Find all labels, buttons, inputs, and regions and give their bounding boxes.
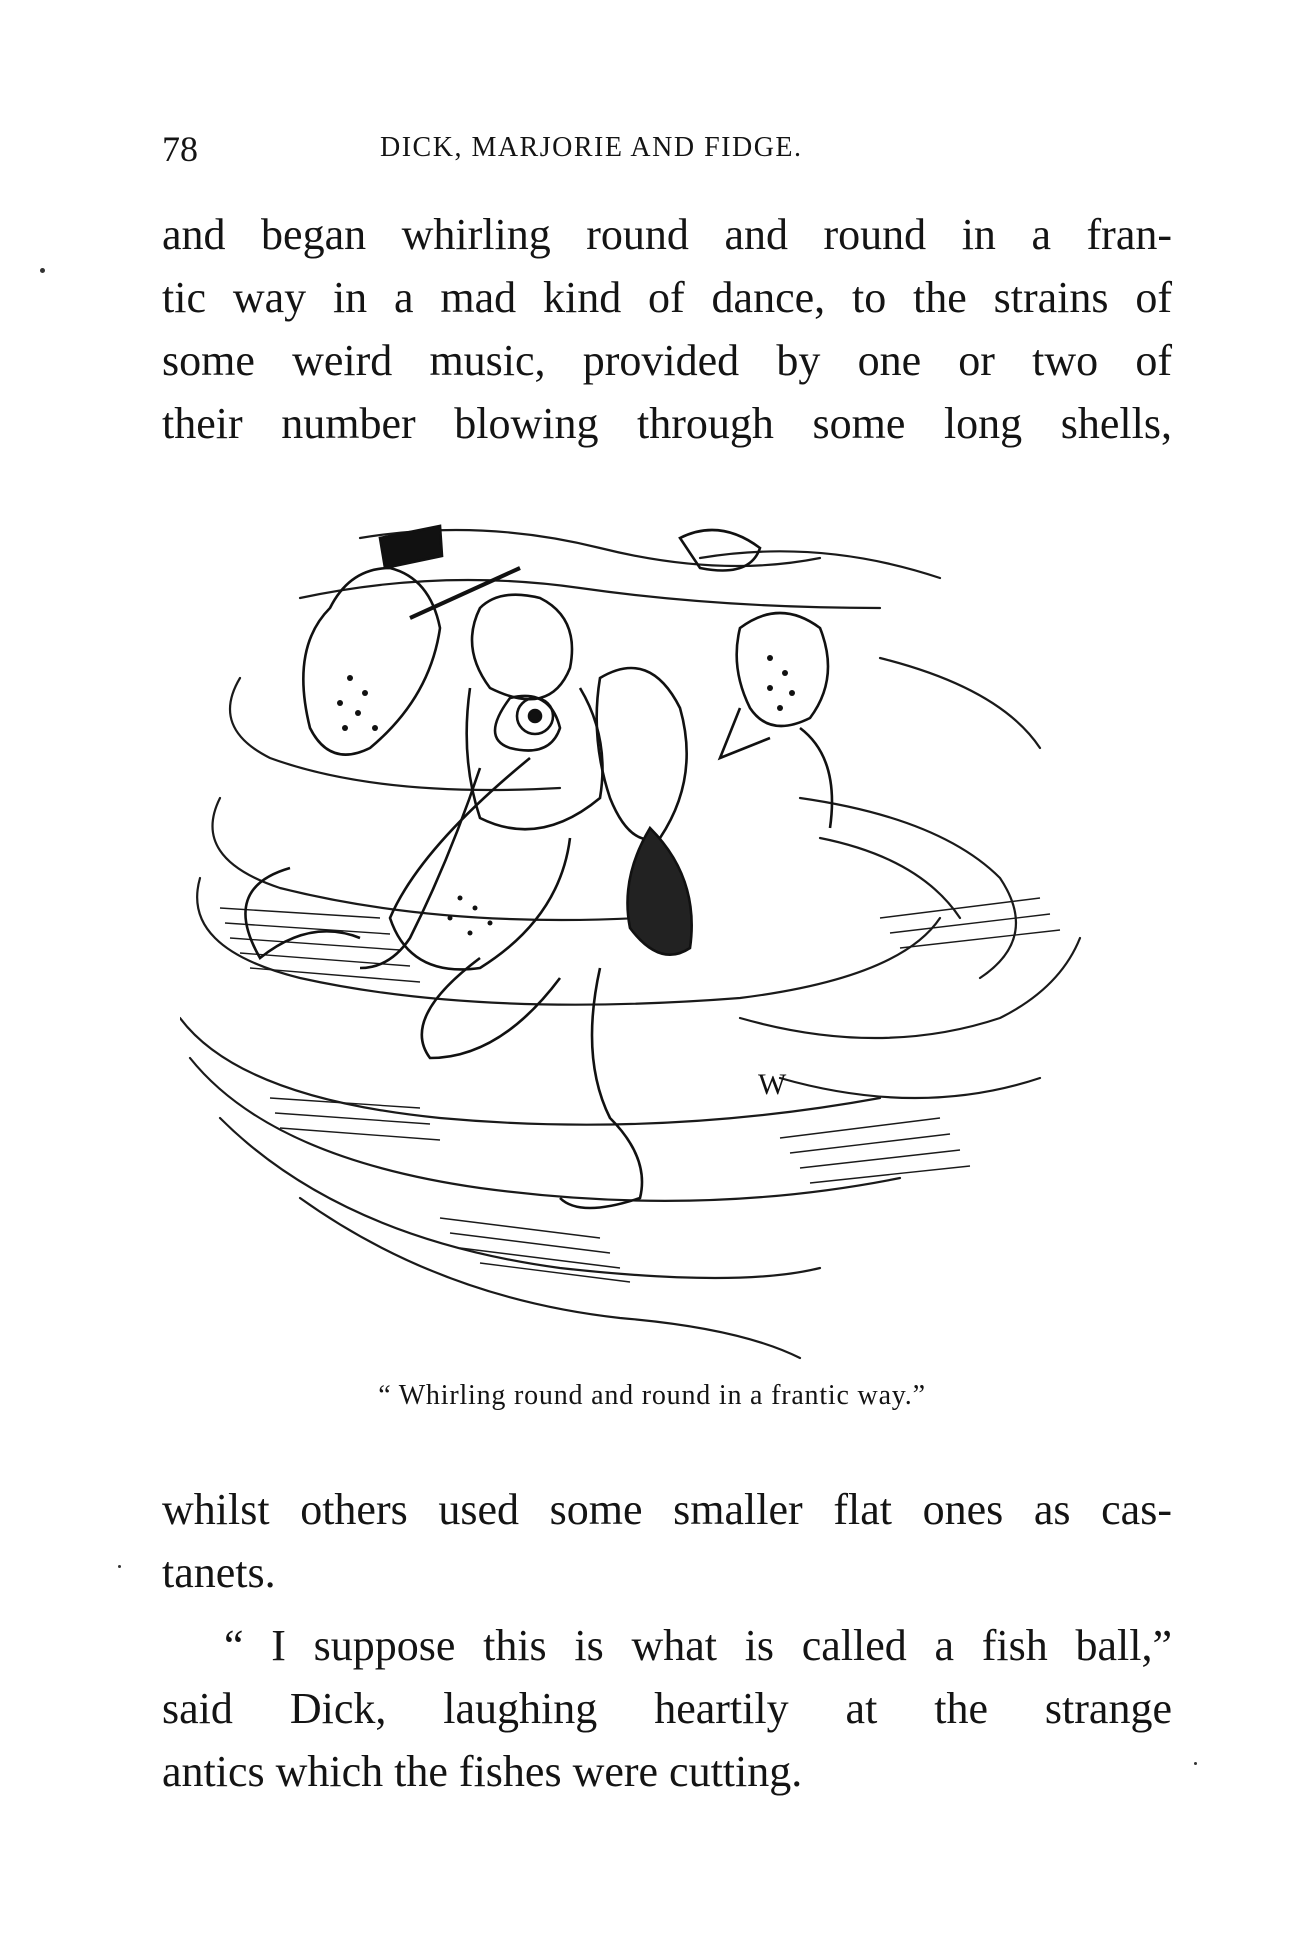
paper-speck — [1194, 1762, 1197, 1765]
text-line: tanets. — [162, 1548, 276, 1597]
text-line: and began whirling round and round in a fran- — [162, 210, 1172, 259]
artist-monogram — [758, 1068, 787, 1101]
text-line: their number blowing through some long shells, — [162, 399, 1172, 448]
text-line: some weird music, provided by one or two of — [162, 336, 1172, 385]
text-line: antics which the fishes were cutting. — [162, 1747, 803, 1796]
paragraph-fish-ball — [162, 1614, 1172, 1803]
running-title: DICK, MARJORIE AND FIDGE. — [380, 132, 803, 163]
text-line: said Dick, laughing heartily at the strange — [162, 1684, 1172, 1733]
monogram-text: W — [758, 1068, 787, 1101]
page-number: 78 — [162, 129, 198, 169]
paragraph-dance — [162, 203, 1172, 455]
dancing-fishes — [245, 526, 832, 1208]
fish-dance-illustration — [180, 498, 1100, 1378]
text-line: tic way in a mad kind of dance, to the strains of — [162, 273, 1172, 322]
paragraph-castanets — [162, 1478, 1172, 1604]
paper-speck — [118, 1565, 121, 1568]
fish-scales — [337, 655, 795, 936]
text-line: whilst others used some smaller flat ones as cas- — [162, 1485, 1172, 1534]
text-line: “ I suppose this is what is called a fish ball,” — [224, 1621, 1172, 1670]
paper-speck — [40, 268, 45, 273]
hatching — [220, 898, 1060, 1282]
illustration-caption: “ Whirling round and round in a frantic way.” — [378, 1380, 926, 1411]
running-head — [162, 128, 962, 168]
